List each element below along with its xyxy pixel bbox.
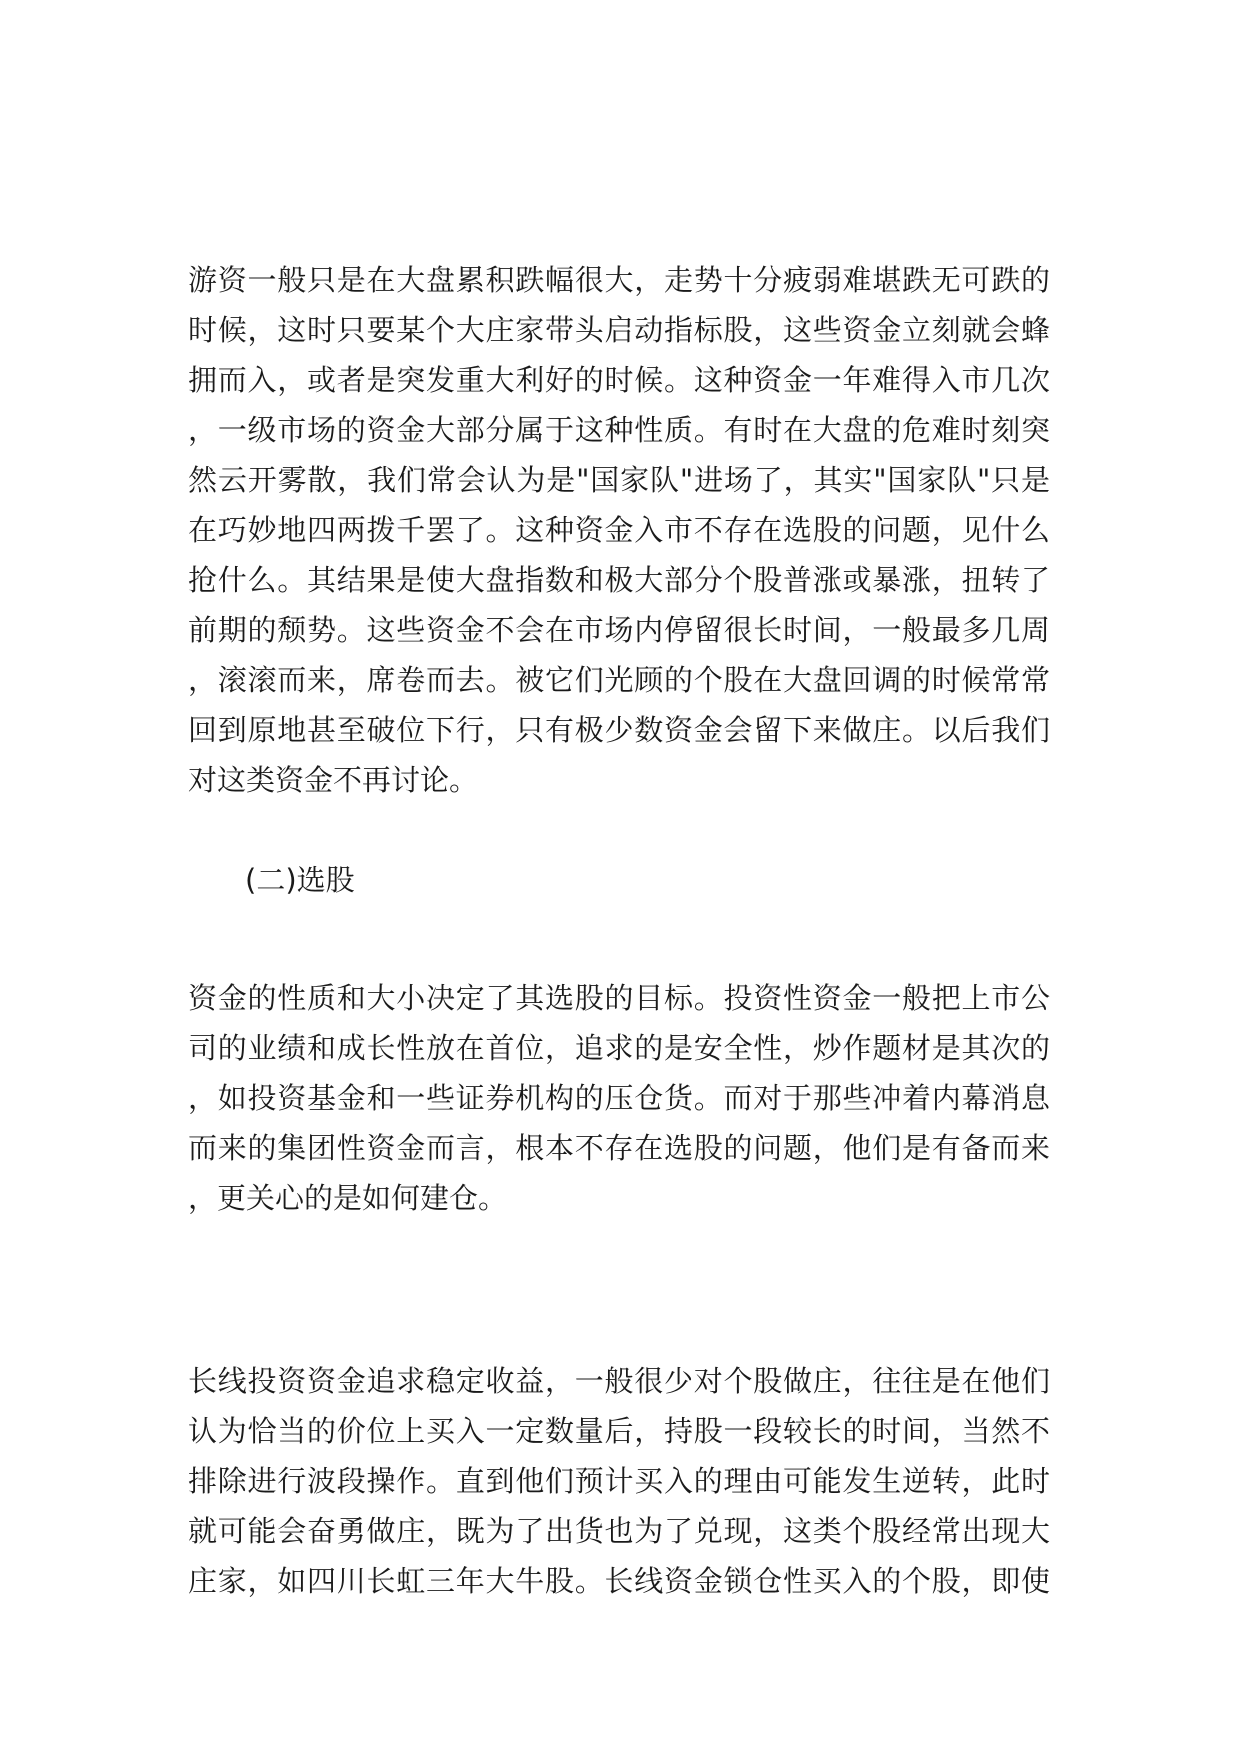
text-line: 认为恰当的价位上买入一定数量后，持股一段较长的时间，当然不 bbox=[188, 1414, 1050, 1448]
paragraph-hot-money bbox=[188, 255, 1050, 805]
text-line: ，更关心的是如何建仓。 bbox=[188, 1181, 508, 1215]
text-line: 资金的性质和大小决定了其选股的目标。投资性资金一般把上市公 bbox=[188, 981, 1050, 1015]
text-line: 长线投资资金追求稳定收益，一般很少对个股做庄，往往是在他们 bbox=[188, 1364, 1050, 1398]
text-line: 在巧妙地四两拨千罢了。这种资金入市不存在选股的问题，见什么 bbox=[188, 513, 1050, 547]
text-line: ，滚滚而来，席卷而去。被它们光顾的个股在大盘回调的时候常常 bbox=[188, 663, 1050, 697]
text-line: 司的业绩和成长性放在首位，追求的是安全性，炒作题材是其次的 bbox=[188, 1031, 1050, 1065]
text-line: 回到原地甚至破位下行，只有极少数资金会留下来做庄。以后我们 bbox=[188, 713, 1050, 747]
text-line: 抢什么。其结果是使大盘指数和极大部分个股普涨或暴涨，扭转了 bbox=[188, 563, 1050, 597]
text-line: 拥而入，或者是突发重大利好的时候。这种资金一年难得入市几次 bbox=[188, 363, 1050, 397]
text-line: 前期的颓势。这些资金不会在市场内停留很长时间，一般最多几周 bbox=[188, 613, 1050, 647]
text-line: 排除进行波段操作。直到他们预计买入的理由可能发生逆转，此时 bbox=[188, 1464, 1050, 1498]
text-line: ，一级市场的资金大部分属于这种性质。有时在大盘的危难时刻突 bbox=[188, 413, 1050, 447]
text-line: 对这类资金不再讨论。 bbox=[188, 763, 479, 797]
text-line: 就可能会奋勇做庄，既为了出货也为了兑现，这类个股经常出现大 bbox=[188, 1514, 1050, 1548]
text-line: 然云开雾散，我们常会认为是"国家队"进场了，其实"国家队"只是 bbox=[188, 463, 1050, 497]
paragraph-long-term-funds bbox=[188, 1356, 1050, 1606]
text-line: ，如投资基金和一些证券机构的压仓货。而对于那些冲着内幕消息 bbox=[188, 1081, 1050, 1115]
section-heading: (二)选股 bbox=[245, 863, 355, 897]
text-line: 而来的集团性资金而言，根本不存在选股的问题，他们是有备而来 bbox=[188, 1131, 1050, 1165]
text-line: 时候，这时只要某个大庄家带头启动指标股，这些资金立刻就会蜂 bbox=[188, 313, 1050, 347]
paragraph-stock-selection bbox=[188, 973, 1050, 1223]
text-line: 游资一般只是在大盘累积跌幅很大，走势十分疲弱难堪跌无可跌的 bbox=[188, 263, 1050, 297]
text-line: 庄家，如四川长虹三年大牛股。长线资金锁仓性买入的个股，即使 bbox=[188, 1564, 1050, 1598]
